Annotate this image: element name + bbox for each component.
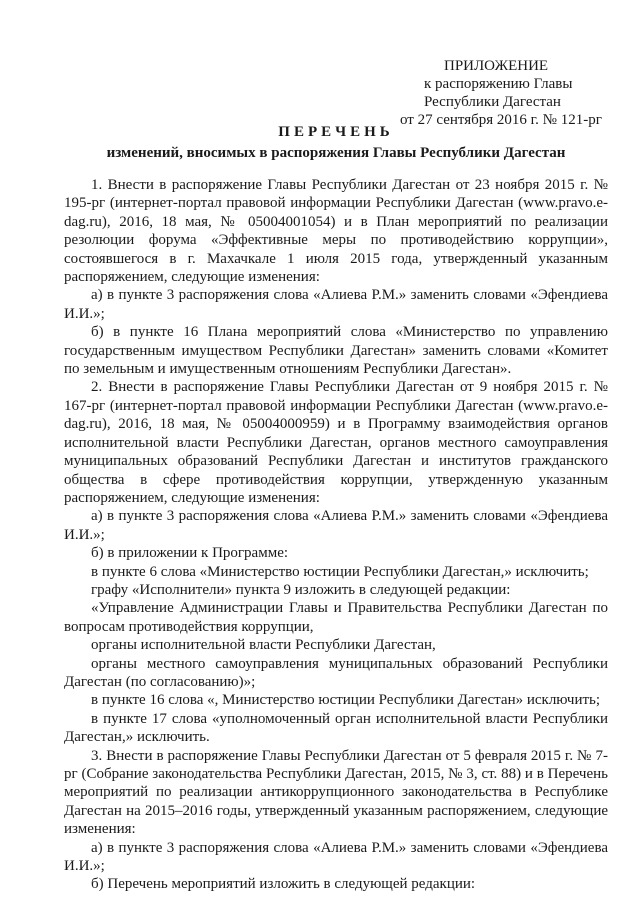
- paragraph: «Управление Администрации Главы и Правительства Республики Дагестан по вопросам противодействия коррупции,: [64, 600, 608, 635]
- document-title: ПЕРЕЧЕНЬ: [278, 124, 394, 140]
- appendix-ref-line: к распоряжению Главы: [424, 76, 573, 92]
- paragraph: в пункте 16 слова «, Министерство юстиции Республики Дагестан» исключить;: [91, 692, 601, 709]
- paragraph: 2. Внести в распоряжение Главы Республики Дагестан от 9 ноября 2015 г. № 167-рг (интернет-портал правовой информации Республики Дагестан (www.pravo.e-dag.ru), 2016, 18 мая, № 05004000959) и в Программу взаимодействия органов исполнительной власти Республики Дагестан, органов местного самоуправления муниципальных образований Республики Дагестан и институтов гражданского общества в сфере противодействия коррупции, утвержденную указанным распоряжением, следующие изменения:: [64, 379, 608, 506]
- appendix-label: ПРИЛОЖЕНИЕ: [444, 58, 549, 74]
- paragraph: б) Перечень мероприятий изложить в следующей редакции:: [91, 876, 476, 893]
- document-body: [64, 176, 608, 894]
- paragraph: органы исполнительной власти Республики Дагестан,: [91, 637, 436, 654]
- paragraph: органы местного самоуправления муниципальных образований Республики Дагестан (по согласованию)»;: [64, 655, 608, 690]
- document-subtitle: изменений, вносимых в распоряжения Главы Республики Дагестан: [106, 145, 566, 161]
- paragraph: б) в пункте 16 Плана мероприятий слова «Министерство по управлению государственным имуществом Республики Дагестан» заменить словами «Комитет по земельным и имущественным отношениям Республики Дагестан».: [64, 324, 608, 378]
- paragraph: 1. Внести в распоряжение Главы Республики Дагестан от 23 ноября 2015 г. № 195-рг (интернет-портал правовой информации Республики Дагестан (www.pravo.e-dag.ru), 2016, 18 мая, № 05004001054) и в План мероприятий по реализации резолюции форума «Эффективные меры по противодействию коррупции», состоявшегося в г. Махачкале 1 июля 2015 года, утвержденный указанным распоряжением, следующие изменения:: [64, 177, 608, 286]
- appendix-ref-line: Республики Дагестан: [424, 94, 561, 110]
- paragraph: графу «Исполнители» пункта 9 изложить в следующей редакции:: [91, 581, 511, 598]
- paragraph: б) в приложении к Программе:: [91, 545, 289, 562]
- paragraph: а) в пункте 3 распоряжения слова «Алиева Р.М.» заменить словами «Эфендиева И.И.»;: [64, 839, 608, 875]
- paragraph: а) в пункте 3 распоряжения слова «Алиева Р.М.» заменить словами «Эфендиева И.И.»;: [64, 287, 608, 322]
- paragraph: а) в пункте 3 распоряжения слова «Алиева Р.М.» заменить словами «Эфендиева И.И.»;: [64, 508, 608, 543]
- paragraph: 3. Внести в распоряжение Главы Республики Дагестан от 5 февраля 2015 г. № 7-рг (Собрание законодательства Республики Дагестан, 2015, № 3, ст. 88) и в Перечень мероприятий по реализации антикоррупционного законодательства в Республике Дагестан на 2015–2016 годы, утвержденный указанным распоряжением, следующие изменения:: [64, 747, 608, 838]
- paragraph: в пункте 6 слова «Министерство юстиции Республики Дагестан,» исключить;: [91, 563, 589, 580]
- appendix-date: от 27 сентября 2016 г. № 121-рг: [400, 112, 602, 128]
- paragraph: в пункте 17 слова «уполномоченный орган исполнительной власти Республики Дагестан,» исключить.: [64, 710, 608, 746]
